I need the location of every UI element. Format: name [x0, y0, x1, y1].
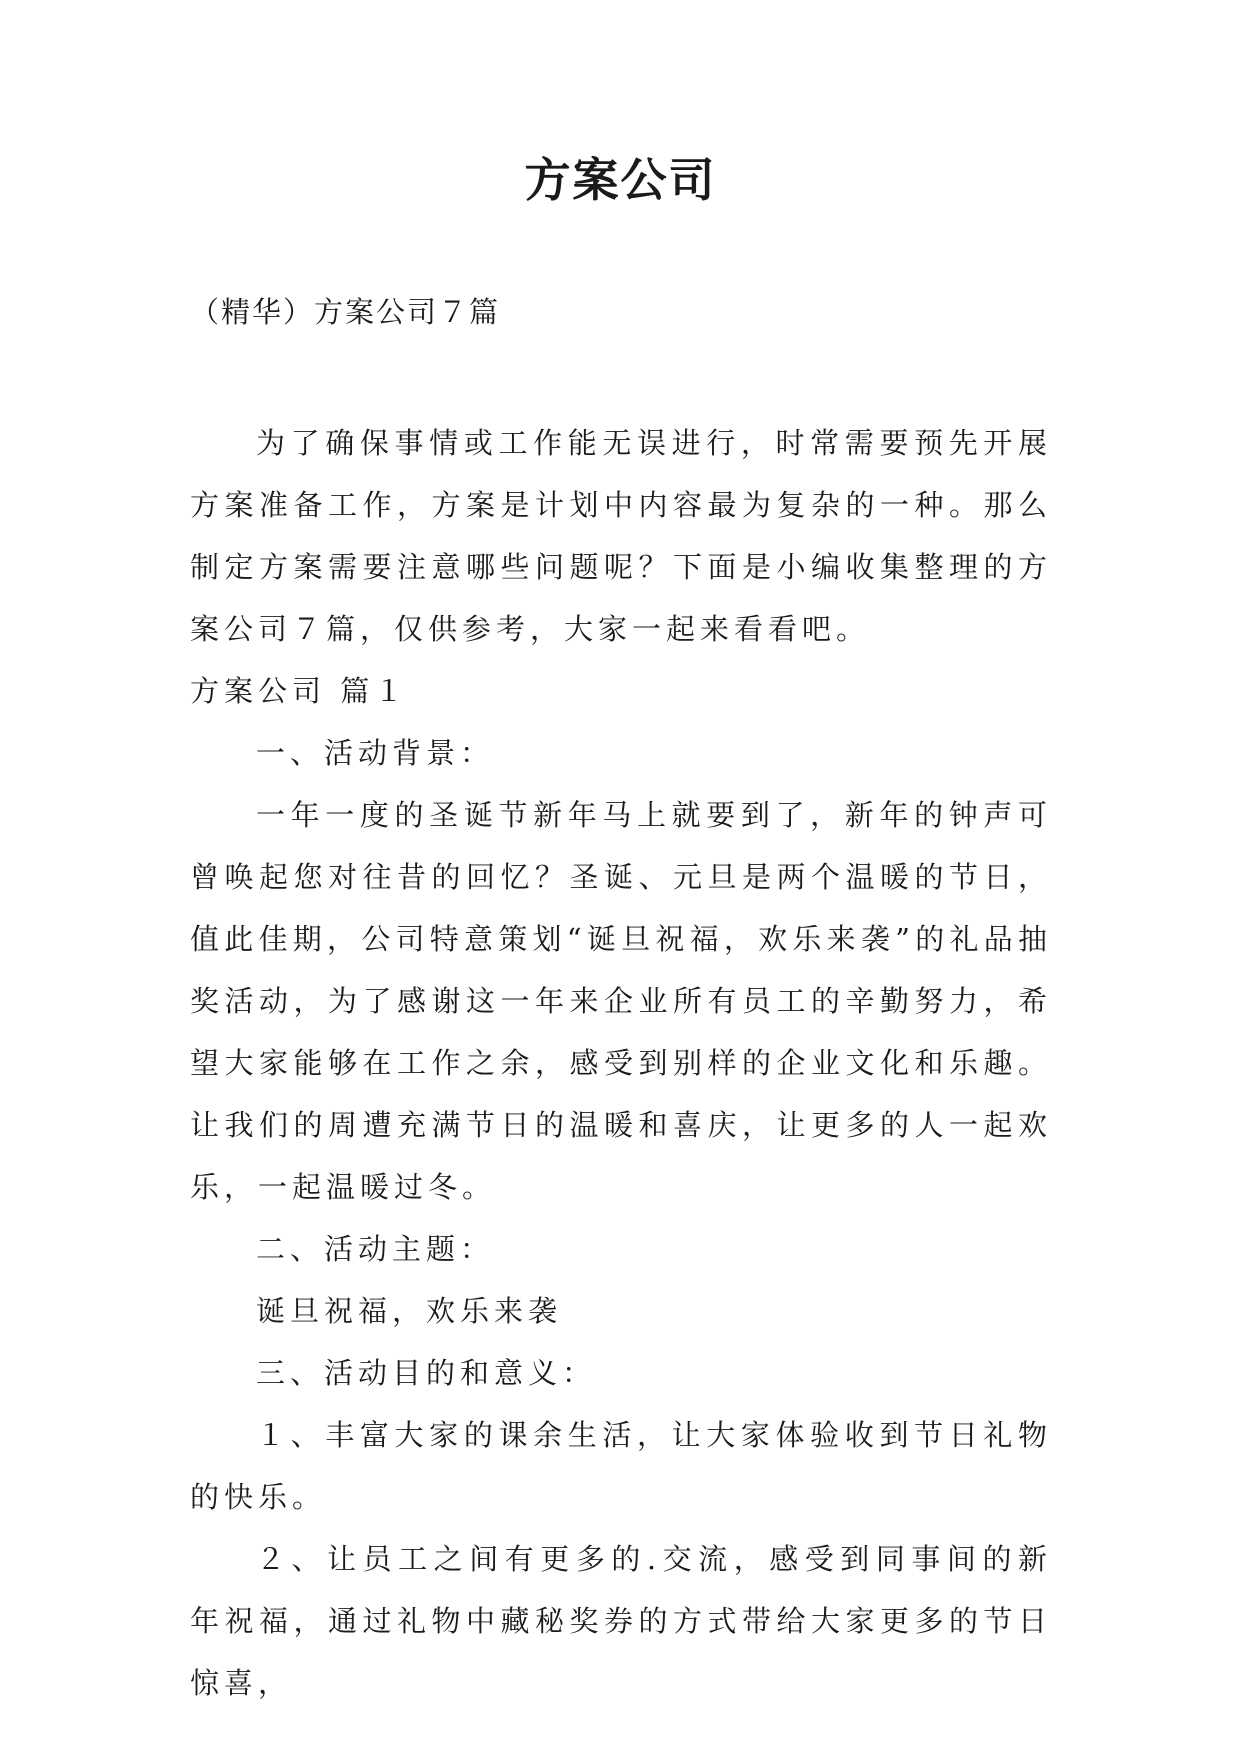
paragraph-purpose-1: １、丰富大家的课余生活，让大家体验收到节日礼物的快乐。 — [190, 1418, 1052, 1514]
document-body — [190, 412, 1052, 1714]
document-title: 方案公司 — [524, 153, 717, 207]
document-subtitle: （精华）方案公司７篇 — [190, 295, 501, 329]
paragraph-background: 一年一度的圣诞节新年马上就要到了，新年的钟声可曾唤起您对往昔的回忆？圣诞、元旦是两个温暖的节日，值此佳期，公司特意策划“诞旦祝福，欢乐来袭”的礼品抽奖活动，为了感谢这一年来企业所有员工的辛勤努力，希望大家能够在工作之余，感受到别样的企业文化和乐趣。让我们的周遭充满节日的温暖和喜庆，让更多的人一起欢乐，一起温暖过冬。 — [190, 798, 1052, 1204]
paragraph-heading-theme: 二、活动主题： — [256, 1232, 495, 1266]
paragraph-theme: 诞旦祝福，欢乐来袭 — [256, 1294, 563, 1328]
paragraph-heading-background: 一、活动背景： — [256, 736, 495, 770]
section-heading: 方案公司 篇１ — [190, 674, 409, 708]
paragraph-intro: 为了确保事情或工作能无误进行，时常需要预先开展方案准备工作，方案是计划中内容最为复杂的一种。那么制定方案需要注意哪些问题呢？下面是小编收集整理的方案公司７篇，仅供参考，大家一起来看看吧。 — [190, 426, 1052, 646]
paragraph-heading-purpose: 三、活动目的和意义： — [256, 1356, 597, 1390]
paragraph-purpose-2: ２、让员工之间有更多的.交流，感受到同事间的新年祝福，通过礼物中藏秘奖券的方式带给大家更多的节日惊喜， — [190, 1542, 1052, 1700]
